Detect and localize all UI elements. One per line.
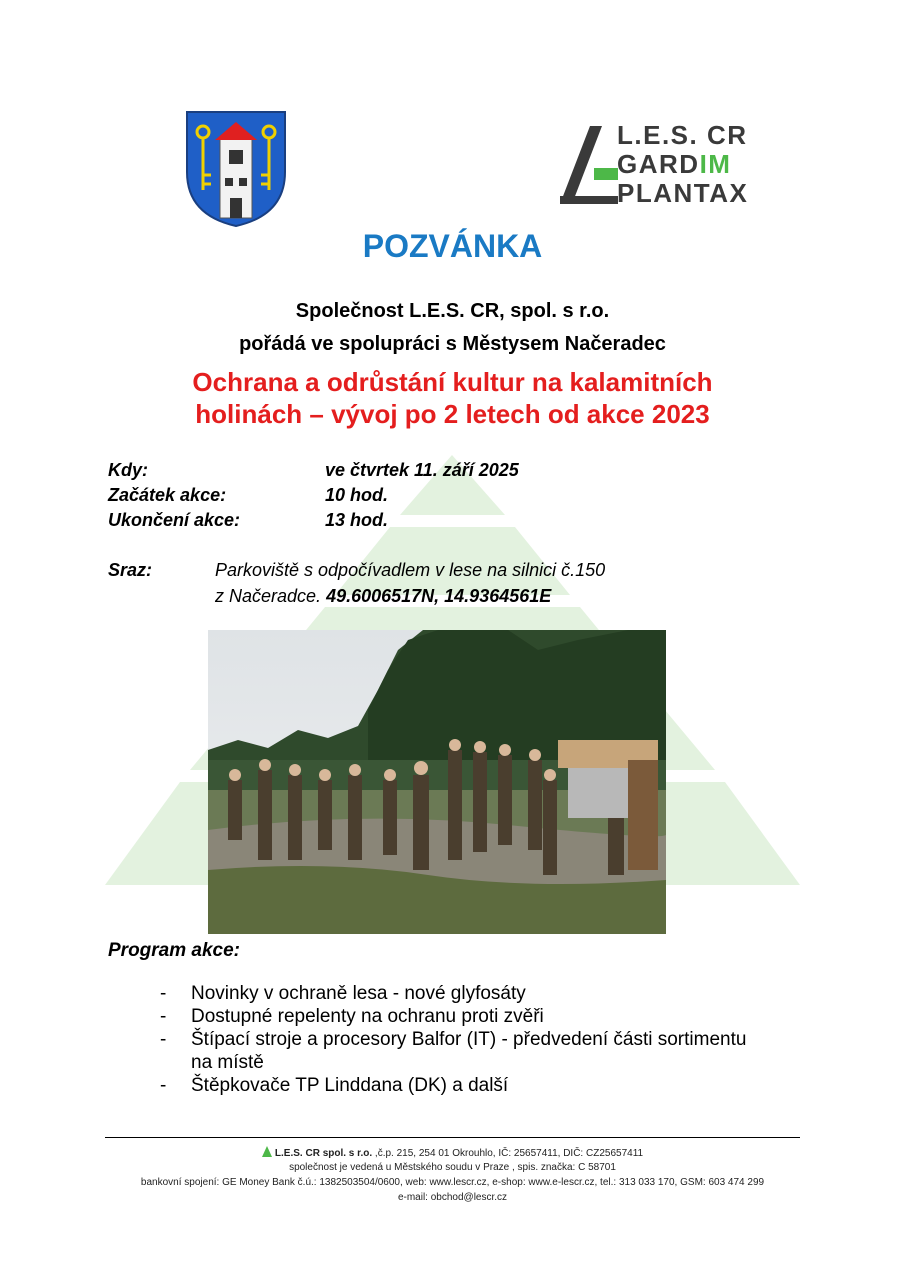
footer-line-3: bankovní spojení: GE Money Bank č.ú.: 1382503504/0600, web: www.lescr.cz, e-shop: www.e-lescr.cz, tel.: 313 033 170, GSM: 603 474 299 bbox=[140, 1177, 765, 1188]
detail-value-when: ve čtvrtek 11. září 2025 bbox=[325, 460, 519, 480]
list-item-text: Štěpkovače TP Linddana (DK) a další bbox=[191, 1075, 509, 1096]
program-heading: Program akce: bbox=[108, 940, 241, 961]
meeting-label: Sraz: bbox=[108, 560, 153, 580]
footer-line-1 bbox=[0, 1146, 905, 1159]
logo-line-3: PLANTAX bbox=[617, 178, 749, 208]
event-title-line-2: holinách – vývoj po 2 letech od akce 2023 bbox=[195, 399, 710, 429]
footer-company: L.E.S. CR spol. s r.o. bbox=[274, 1148, 373, 1159]
list-item-text: Dostupné repelenty na ochranu proti zvěři bbox=[191, 1006, 544, 1027]
tree-logo-icon bbox=[262, 1146, 272, 1157]
logo-mark-icon bbox=[560, 124, 620, 206]
list-dash: - bbox=[160, 1006, 167, 1027]
meeting-line-2 bbox=[215, 586, 551, 607]
program-list bbox=[160, 982, 780, 1097]
event-title-line-1: Ochrana a odrůstání kultur na kalamitních bbox=[192, 367, 713, 397]
detail-label-when: Kdy: bbox=[108, 460, 148, 480]
town-crest-icon bbox=[185, 110, 287, 228]
list-item bbox=[160, 982, 780, 1005]
logo-line-2a: GARD bbox=[617, 149, 700, 179]
list-item bbox=[160, 1074, 780, 1097]
company-logo bbox=[535, 108, 775, 208]
list-item-text: Štípací stroje a procesory Balfor (IT) - předvedení části sortimentu na místě bbox=[191, 1029, 747, 1073]
page-title: POZVÁNKA bbox=[362, 228, 543, 264]
logo-line-1: L.E.S. CR bbox=[617, 120, 748, 150]
list-item-text: Novinky v ochraně lesa - nové glyfosáty bbox=[191, 983, 526, 1004]
meeting-line-2-prefix: z Načeradce. bbox=[215, 586, 327, 606]
detail-value-start: 10 hod. bbox=[325, 485, 389, 505]
footer-line-2: společnost je vedená u Městského soudu v Praze , spis. značka: C 58701 bbox=[289, 1162, 616, 1173]
meeting-coordinates: 49.6006517N, 14.9364561E bbox=[326, 586, 552, 606]
footer-address: ,č.p. 215, 254 01 Okrouhlo, IČ: 25657411, DIČ: CZ25657411 bbox=[372, 1148, 644, 1159]
list-dash: - bbox=[160, 1029, 167, 1050]
organizer-line-1: Společnost L.E.S. CR, spol. s r.o. bbox=[295, 300, 610, 322]
list-item bbox=[160, 1005, 780, 1028]
logo-line-2 bbox=[617, 149, 731, 180]
footer-email: e-mail: obchod@lescr.cz bbox=[397, 1192, 508, 1203]
event-photo bbox=[208, 630, 666, 934]
detail-value-end: 13 hod. bbox=[325, 510, 389, 530]
meeting-line-1: Parkoviště s odpočívadlem v lese na silnici č.150 bbox=[215, 560, 606, 580]
list-dash: - bbox=[160, 1075, 167, 1096]
list-item bbox=[160, 1028, 751, 1074]
logo-line-2b: IM bbox=[699, 149, 732, 179]
organizer-line-2: pořádá ve spolupráci s Městysem Načeradec bbox=[239, 333, 666, 355]
list-dash: - bbox=[160, 983, 167, 1004]
footer-divider bbox=[105, 1137, 800, 1138]
event-title bbox=[0, 366, 905, 430]
detail-label-start: Začátek akce: bbox=[108, 485, 227, 505]
detail-label-end: Ukončení akce: bbox=[108, 510, 241, 530]
